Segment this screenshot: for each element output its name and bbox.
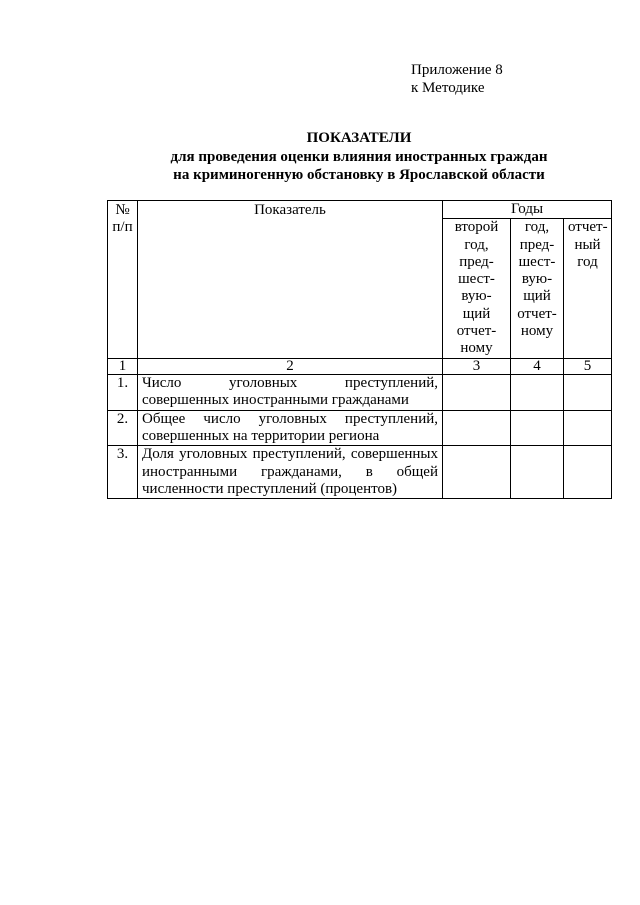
indicator-line: иностранными гражданами, в общей (142, 463, 438, 480)
value-cell (564, 446, 612, 499)
year-col-line: отчет- (517, 305, 557, 322)
indicator-cell (138, 410, 443, 446)
column-number: 2 (138, 358, 443, 374)
year-col-line: шест- (458, 271, 495, 288)
header-years-label: Годы (510, 201, 544, 217)
table-row (108, 374, 612, 410)
value-cell (564, 410, 612, 446)
row-number: 2. (108, 410, 138, 446)
value-cell (443, 446, 511, 499)
column-numbers-row (108, 358, 612, 374)
column-number: 3 (443, 358, 511, 374)
header-years-cell (443, 201, 612, 219)
indicator-line: совершенных иностранными гражданами (142, 391, 409, 408)
column-number: 4 (511, 358, 564, 374)
header-indicator-label: Показатель (254, 202, 326, 218)
title-heading: ПОКАЗАТЕЛИ (306, 130, 412, 146)
value-cell (511, 446, 564, 499)
header-number-label: № (115, 202, 130, 218)
value-cell (564, 374, 612, 410)
indicator-line: Общее число уголовных преступлений, (142, 410, 438, 427)
indicator-line: Число уголовных преступлений, (142, 374, 438, 391)
year-col-line: второй (454, 219, 499, 236)
year-col-line: отчет- (456, 323, 497, 340)
value-cell (511, 410, 564, 446)
year-col-line: вую- (521, 271, 553, 288)
year-column-reporting (564, 219, 612, 358)
indicator-cell (138, 374, 443, 410)
year-col-line: щий (462, 305, 491, 322)
year-column-second-preceding (443, 219, 511, 358)
year-col-line: отчет- (568, 219, 608, 236)
year-col-line: пред- (519, 236, 555, 253)
indicator-line: численности преступлений (процентов) (142, 480, 398, 497)
title-subline-1: для проведения оценки влияния иностранных граждан (170, 148, 548, 165)
column-number: 1 (108, 358, 138, 374)
year-col-line: год (577, 253, 598, 270)
year-col-line: ному (460, 340, 493, 357)
value-cell (443, 374, 511, 410)
value-cell (443, 410, 511, 446)
value-cell (511, 374, 564, 410)
year-col-line: ный (574, 236, 601, 253)
row-number: 3. (108, 446, 138, 499)
appendix-reference: к Методике (411, 80, 485, 96)
appendix-number: Приложение 8 (411, 62, 503, 78)
indicators-table (107, 200, 612, 499)
header-row (108, 201, 612, 219)
year-col-line: шест- (518, 253, 556, 270)
row-number: 1. (108, 374, 138, 410)
year-col-line: год, (464, 236, 489, 253)
indicator-cell (138, 446, 443, 499)
header-number-cell (108, 201, 138, 359)
year-col-line: ному (520, 323, 554, 340)
year-col-line: вую- (461, 288, 492, 305)
indicator-line: совершенных на территории региона (142, 427, 380, 444)
header-number-sublabel: п/п (112, 219, 133, 236)
table-row (108, 446, 612, 499)
title-subline-2: на криминогенную обстановку в Ярославской области (173, 167, 545, 183)
indicator-line: Доля уголовных преступлений, совершенных (142, 446, 438, 463)
header-indicator-cell (138, 201, 443, 359)
column-number: 5 (564, 358, 612, 374)
table-row (108, 410, 612, 446)
year-col-line: щий (523, 288, 551, 305)
year-col-line: год, (524, 219, 550, 236)
year-col-line: пред- (459, 253, 494, 270)
document-title (107, 129, 611, 185)
appendix-note (411, 61, 503, 97)
year-column-preceding (511, 219, 564, 358)
